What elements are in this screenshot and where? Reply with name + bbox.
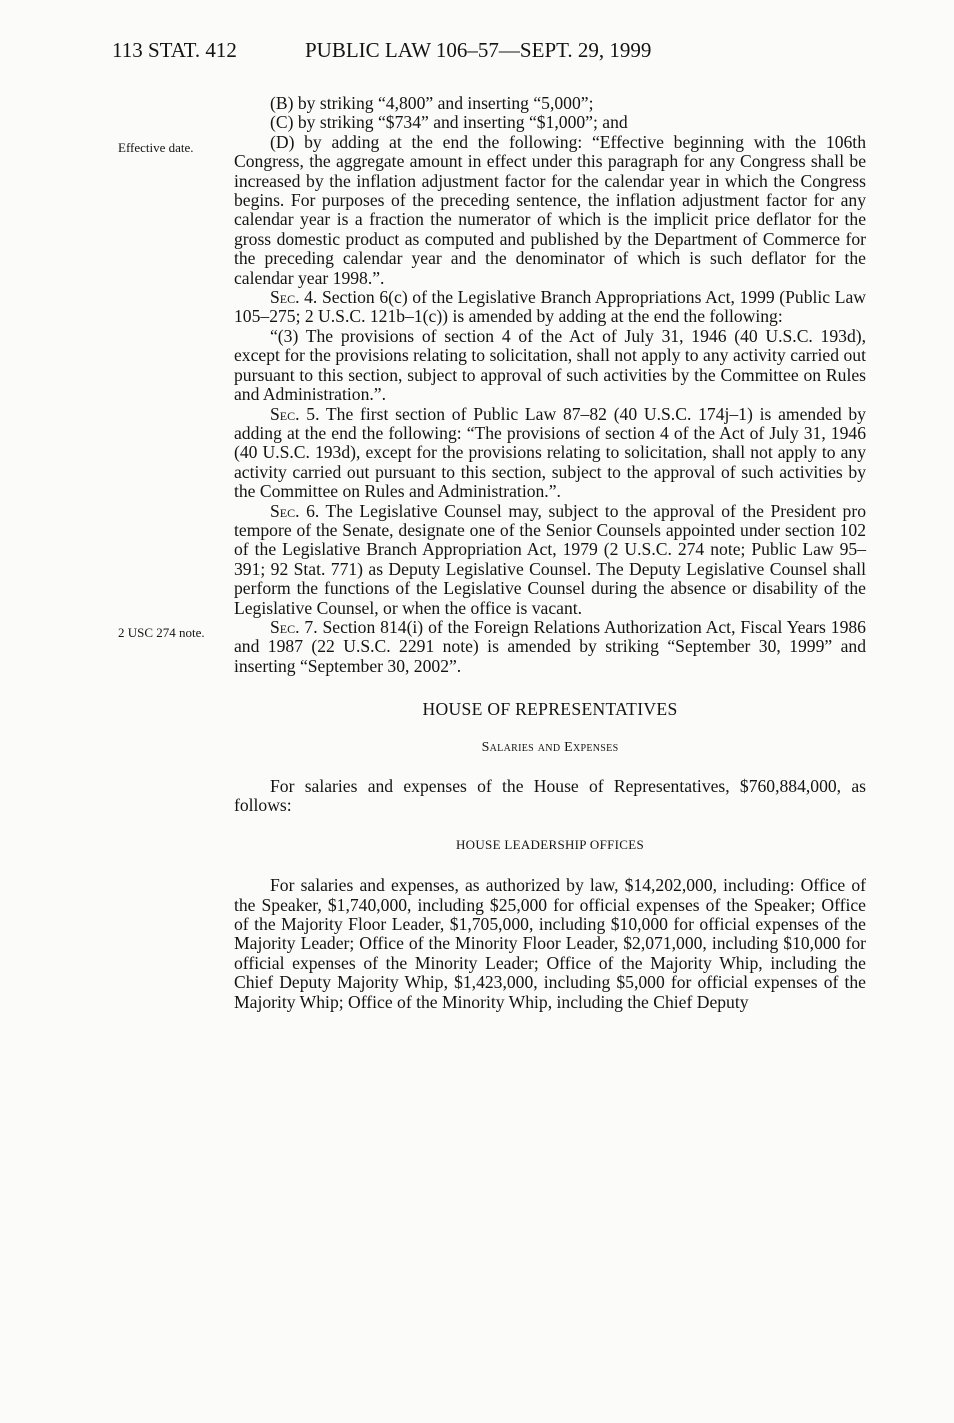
section-6-text: The Legislative Counsel may, subject to the approval of the President pro tempore of the Senate, designate one of the Senior Counsels appointed under section 102 of the Legislative Branch Appropriation Act, 1979 (2 U.S.C. 274 note; Public Law 95–391; 92 Stat. 771) as Deputy Legislative Counsel. The Deputy Legislative Counsel shall perform the functions of the Legislative Counsel during the absence or disability of the Legislative Counsel, or when the office is vacant. [234, 500, 866, 618]
page-header [112, 38, 912, 68]
document-body [234, 94, 866, 1012]
paragraph-c: (C) by striking “$734” and inserting “$1,000”; and [270, 112, 628, 133]
margin-note-effective-date: Effective date. [118, 140, 194, 155]
section-4 [234, 288, 866, 327]
heading-house-leadership-offices: HOUSE LEADERSHIP OFFICES [455, 836, 645, 852]
section-4-label: Sec. 4. [270, 287, 318, 308]
section-5-text: The first section of Public Law 87–82 (40 U.S.C. 174j–1) is amended by adding at the end the following: “The provisions of section 4 of the Act of July 31, 1946 (40 U.S.C. 193d), except for the provisions relating to solicitation, shall not apply to any activity carried out pursuant to this section, subject to the approval of such activities by the Committee on Rules and Administration.”. [234, 403, 866, 502]
section-7 [234, 618, 866, 676]
section-6-label: Sec. 6. [270, 500, 320, 521]
section-6 [234, 502, 866, 618]
section-4-text: Section 6(c) of the Legislative Branch Appropriations Act, 1999 (Public Law 105–275; 2 U.S.C. 121b–1(c)) is amended by adding at the end the following: [234, 287, 866, 327]
margin-note-usc: 2 USC 274 note. [118, 625, 205, 640]
section-5 [234, 405, 866, 502]
section-7-text: Section 814(i) of the Foreign Relations Authorization Act, Fiscal Years 1986 and 1987 (22 U.S.C. 2291 note) is amended by striking “September 30, 1999” and inserting “September 30, 2002”. [234, 616, 866, 676]
section-5-label: Sec. 5. [270, 403, 320, 424]
heading-salaries-and-expenses: Salaries and Expenses [481, 739, 619, 755]
stat-page-number: 113 STAT. 412 [112, 38, 237, 62]
leadership-paragraph: For salaries and expenses, as authorized by law, $14,202,000, including: Office of the Speaker, $1,740,000, including $25,000 for official expenses of the Speaker; Office of the Majority Floor Leader, $1,705,000, including $10,000 for official expenses of the Majority Leader; Office of the Minority Floor Leader, $2,071,000, including $10,000 for official expenses of the Minority Leader; Office of the Majority Whip, including the Chief Deputy Majority Whip, $1,423,000, including $5,000 for official expenses of the Majority Whip; Office of the Minority Whip, including the Chief Deputy [234, 875, 866, 1012]
section-7-label: Sec. 7. [270, 616, 318, 637]
paragraph-d: (D) by adding at the end the following: “Effective beginning with the 106th Congress, the aggregate amount in effect under this paragraph for any Congress shall be increased by the inflation adjustment factor for the calendar year in which the Congress begins. For purposes of the preceding sentence, the inflation adjustment factor for any calendar year is a fraction the numerator of which is the implicit price deflator for the gross domestic product as computed and published by the Department of Commerce for the preceding calendar year and the denominator of which is such deflator for the calendar year 1998.”. [234, 131, 866, 288]
section-4-quote: “(3) The provisions of section 4 of the Act of July 31, 1946 (40 U.S.C. 193d), except for the provisions relating to solicitation, shall not apply to any activity carried out pursuant to this section, subject to approval of such activities by the Committee on Rules and Administration.”. [234, 325, 866, 405]
paragraph-b: (B) by striking “4,800” and inserting “5,000”; [270, 93, 594, 113]
public-law-title: PUBLIC LAW 106–57—SEPT. 29, 1999 [305, 38, 652, 62]
salaries-paragraph: For salaries and expenses of the House of Representatives, $760,884,000, as follows: [234, 776, 866, 816]
heading-house-of-representatives: HOUSE OF REPRESENTATIVES [422, 699, 678, 720]
